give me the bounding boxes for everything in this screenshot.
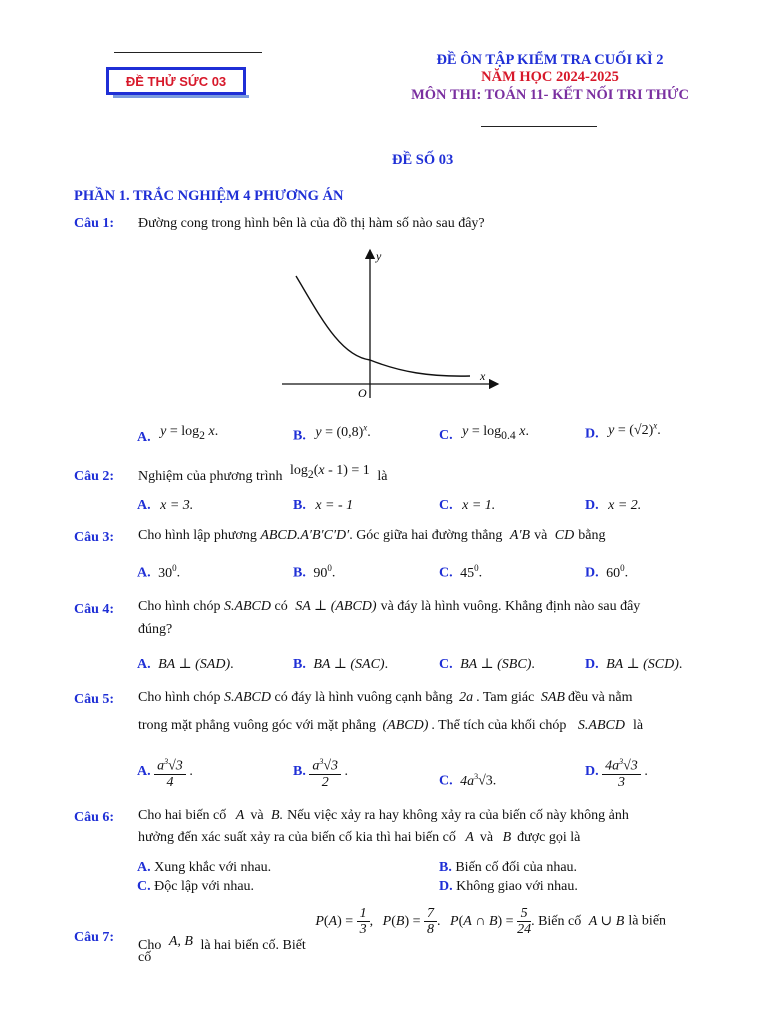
exam-number: ĐỀ SỐ 03 [392, 152, 454, 168]
q6-option-d: D. Không giao với nhau. [439, 879, 578, 894]
q4-text: Cho hình chóp S.ABCD có SA ⊥ (ABCD) và đáy là hình vuông. Khẳng định nào sau đây [138, 599, 641, 614]
q1-option-c: C. $y = \log_{0.4} x$. [439, 424, 529, 443]
q4-option-d: D. BA ⊥ (SCD). [585, 657, 683, 672]
q5-option-d: D. $\frac{4a^3√3}{3}$ . [585, 754, 648, 790]
top-left-rule [114, 52, 262, 53]
section-title: PHẦN 1. TRẮC NGHIỆM 4 PHƯƠNG ÁN [74, 188, 344, 204]
q5-label: Câu 5: [74, 692, 115, 707]
q6-option-b: B. Biến cố đối của nhau. [439, 860, 578, 875]
q3-option-d: D. $60^0$. [585, 563, 629, 581]
q1-label: Câu 1: [74, 216, 115, 231]
q1-option-a: A. $y = \log_2 x$. [137, 424, 219, 445]
header-line2: NĂM HỌC 2024-2025 [481, 69, 619, 85]
q4-option-c: C. BA ⊥ (SBC). [439, 657, 535, 672]
curve [296, 276, 470, 376]
badge-text: ĐỀ THỬ SỨC 03 [125, 73, 227, 89]
header-line3: MÔN THI: TOÁN 11- KẾT NỐI TRI THỨC [411, 87, 689, 103]
q6-text-2: hưởng đến xác suất xảy ra của biến cố kia thì hai biến cố A và B được gọi là [138, 830, 581, 845]
q3-text: Cho hình lập phương ABCD.A′B′C′D′. Góc giữa hai đường thẳng A′B và CD bằng [138, 528, 606, 543]
q1-option-d: D. $y = (√2)^x$. [585, 420, 661, 442]
q1-text: Đường cong trong hình bên là của đồ thị hàm số nào sau đây? [138, 216, 485, 231]
q3-option-b: B. $90^0$. [293, 563, 336, 581]
q1-option-b: B. $y = (0,8)^x$. [293, 422, 371, 444]
y-axis-label: y [376, 249, 382, 263]
x-axis-label: x [480, 369, 486, 383]
q2-option-c: C. x = 1. [439, 498, 496, 513]
q5-option-c: C. $4a^3√3$. [439, 772, 497, 789]
q4-text-2: đúng? [138, 622, 173, 637]
q2-option-b: B. x = - 1 [293, 498, 354, 513]
origin-label: O [358, 386, 367, 400]
q3-option-c: C. $45^0$. [439, 563, 483, 581]
q7-text-2: cố [138, 950, 152, 965]
q6-text: Cho hai biến cố A và B. Nếu việc xảy ra hay không xảy ra của biến cố này không ảnh [138, 808, 629, 823]
q6-label: Câu 6: [74, 810, 115, 825]
q3-label: Câu 3: [74, 530, 115, 545]
q4-label: Câu 4: [74, 602, 115, 617]
q5-option-a: A. $\frac{a^3√3}{4}$ . [137, 754, 193, 790]
q1-graph [280, 246, 502, 402]
header-rule [481, 126, 597, 127]
q2-text: Nghiệm của phương trình $\log_2(x - 1) = 1$ là [138, 463, 388, 484]
q4-option-b: B. BA ⊥ (SAC). [293, 657, 389, 672]
q2-label: Câu 2: [74, 469, 115, 484]
q7-text: Cho A, B là hai biến cố. Biết P(A) = $\frac{1}{3}$ , P(B) = $\frac{7}{8}$ . P(A ∩ B) = $\frac{5}{24}$ . Biến cố A ∪ B là biến [138, 906, 667, 953]
q5-text-2: trong mặt phẳng vuông góc với mặt phẳng (ABCD) . Thể tích của khối chóp S.ABCD là [138, 718, 644, 733]
q2-option-d: D. x = 2. [585, 498, 642, 513]
q4-option-a: A. BA ⊥ (SAD). [137, 657, 234, 672]
q5-option-b: B. $\frac{a^3√3}{2}$ . [293, 754, 348, 790]
q2-option-a: A. x = 3. [137, 498, 194, 513]
header-line1: ĐỀ ÔN TẬP KIỂM TRA CUỐI KÌ 2 [436, 52, 664, 68]
q7-label: Câu 7: [74, 930, 115, 945]
q6-option-c: C. Độc lập với nhau. [137, 879, 255, 894]
q3-option-a: A. $30^0$. [137, 563, 181, 581]
q5-text: Cho hình chóp S.ABCD có đáy là hình vuông cạnh bằng 2a . Tam giác SAB đều và nằm [138, 690, 633, 705]
exam-badge [106, 67, 246, 95]
q6-option-a: A. Xung khắc với nhau. [137, 860, 272, 875]
